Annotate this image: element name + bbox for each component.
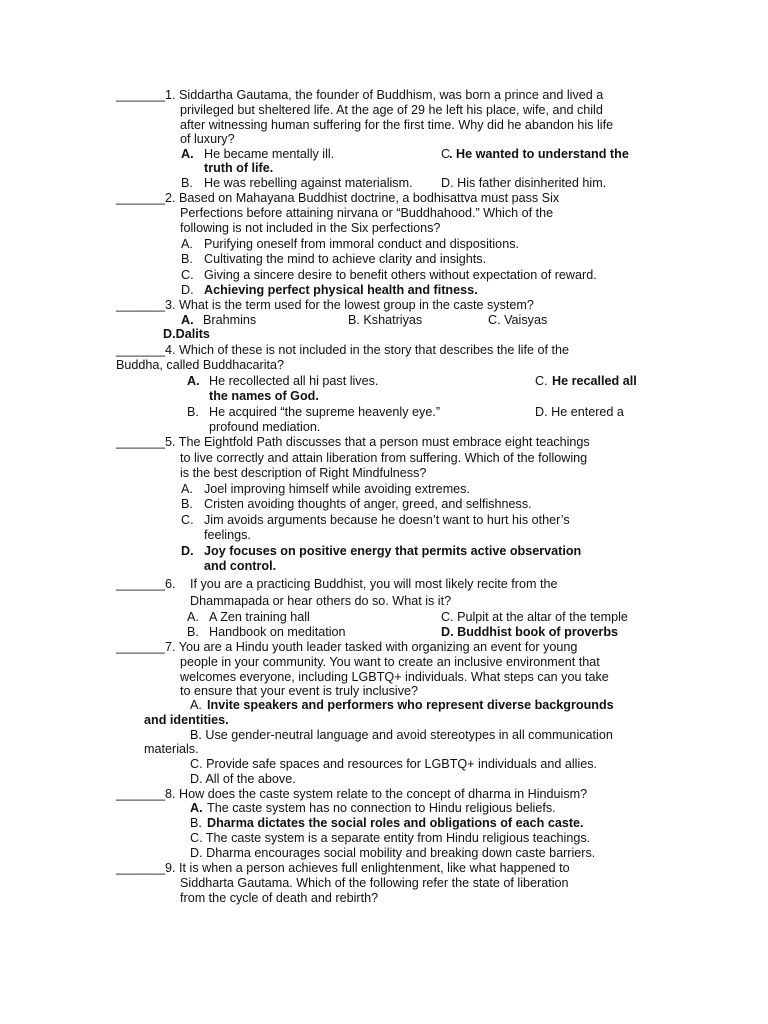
q5-stem-line-1: _______5. The Eightfold Path discusses that a person must embrace eight teachings: [116, 435, 590, 449]
q3-option-c: C. Vaisyas: [488, 313, 548, 327]
q1-option-a: He became mentally ill.: [204, 147, 335, 161]
q5-option-b-letter: B.: [181, 497, 193, 511]
q5-option-c: Jim avoids arguments because he doesn’t want to hurt his other’s: [204, 513, 570, 527]
q6-number: _______6.: [116, 577, 176, 591]
q9-stem-line-2: Siddharta Gautama. Which of the following refer the state of liberation: [180, 876, 569, 890]
q4-option-c-letter: C.: [535, 374, 548, 388]
q1-option-a-letter: A.: [181, 147, 194, 161]
q5-option-b: Cristen avoiding thoughts of anger, greed, and selfishness.: [204, 497, 532, 511]
q3-option-a: Brahmins: [203, 313, 257, 327]
q4-option-c-cont: the names of God.: [209, 389, 319, 403]
q5-stem-line-2: to live correctly and attain liberation from suffering. Which of the following: [180, 451, 588, 465]
q8-option-a-letter: A.: [190, 801, 203, 815]
q6-stem-line-1: If you are a practicing Buddhist, you will most likely recite from the: [190, 577, 558, 591]
q6-option-b-letter: B.: [187, 625, 199, 639]
q8-stem: _______8. How does the caste system relate to the concept of dharma in Hinduism?: [116, 787, 588, 801]
q4-option-a: He recollected all hi past lives.: [209, 374, 379, 388]
q7-stem-line-1: _______7. You are a Hindu youth leader tasked with organizing an event for young: [116, 640, 578, 654]
q9-stem-line-3: from the cycle of death and rebirth?: [180, 891, 379, 905]
q1-option-c-cont: truth of life.: [204, 161, 274, 175]
q4-option-d: D. He entered a: [535, 405, 624, 419]
q1-option-d: D. His father disinherited him.: [441, 176, 607, 190]
q5-option-a-letter: A.: [181, 482, 193, 496]
q2-option-a-letter: A.: [181, 237, 193, 251]
q7-stem-line-3: welcomes everyone, including LGBTQ+ individuals. What steps can you take: [180, 670, 609, 684]
q1-stem-line-1: _______1. Siddartha Gautama, the founder of Buddhism, was born a prince and lived a: [116, 88, 604, 102]
q7-stem-line-4: to ensure that your event is truly inclusive?: [180, 684, 419, 698]
q3-option-a-letter: A.: [181, 313, 194, 327]
q8-option-b-letter: B.: [190, 816, 202, 830]
q3-option-b: B. Kshatriyas: [348, 313, 423, 327]
q6-option-a: A Zen training hall: [209, 610, 310, 624]
q4-option-b: He acquired “the supreme heavenly eye.”: [209, 405, 441, 419]
q5-option-d-cont: and control.: [204, 559, 277, 573]
q7-option-b-cont: materials.: [144, 742, 199, 756]
q7-option-a-letter: A.: [190, 698, 202, 712]
q9-stem-line-1: _______9. It is when a person achieves full enlightenment, like what happened to: [116, 861, 570, 875]
q7-stem-line-2: people in your community. You want to create an inclusive environment that: [180, 655, 600, 669]
q1-stem-line-4: of luxury?: [180, 132, 235, 146]
q5-option-d: Joy focuses on positive energy that permits active observation: [204, 544, 582, 558]
q2-option-d-letter: D.: [181, 283, 194, 297]
q8-option-b: Dharma dictates the social roles and obligations of each caste.: [207, 816, 584, 830]
q1-stem-line-3: after witnessing human suffering for the first time. Why did he abandon his life: [180, 118, 614, 132]
q4-stem-line-2: Buddha, called Buddhacarita?: [116, 358, 285, 372]
q8-option-c: C. The caste system is a separate entity from Hindu religious teachings.: [190, 831, 591, 845]
q4-stem-line-1: _______4. Which of these is not included in the story that describes the life of the: [116, 343, 569, 357]
q1-option-c-letter: C: [441, 147, 451, 161]
q5-option-c-cont: feelings.: [204, 528, 251, 542]
q7-option-a-cont: and identities.: [144, 713, 229, 727]
q7-option-a: Invite speakers and performers who represent diverse backgrounds: [207, 698, 614, 712]
q1-option-b-letter: B.: [181, 176, 193, 190]
q2-option-b: Cultivating the mind to achieve clarity and insights.: [204, 252, 487, 266]
q6-option-d: D. Buddhist book of proverbs: [441, 625, 619, 639]
q7-option-b: B. Use gender-neutral language and avoid stereotypes in all communication: [190, 728, 613, 742]
q3-stem: _______3. What is the term used for the lowest group in the caste system?: [116, 298, 534, 312]
q8-option-a: The caste system has no connection to Hindu religious beliefs.: [207, 801, 556, 815]
q1-stem-line-2: privileged but sheltered life. At the age of 29 he left his place, wife, and child: [180, 103, 603, 117]
q2-option-b-letter: B.: [181, 252, 193, 266]
q2-option-c: Giving a sincere desire to benefit others without expectation of reward.: [204, 268, 597, 282]
q7-option-c: C. Provide safe spaces and resources for LGBTQ+ individuals and allies.: [190, 757, 598, 771]
q5-option-a: Joel improving himself while avoiding extremes.: [204, 482, 470, 496]
q2-stem-line-3: following is not included in the Six perfections?: [180, 221, 441, 235]
q4-option-a-letter: A.: [187, 374, 200, 388]
q4-option-d-cont: profound mediation.: [209, 420, 321, 434]
q6-stem-line-2: Dhammapada or hear others do so. What is it?: [190, 594, 452, 608]
q6-option-a-letter: A.: [187, 610, 199, 624]
q2-option-d: Achieving perfect physical health and fitness.: [204, 283, 478, 297]
q6-option-b: Handbook on meditation: [209, 625, 346, 639]
q8-option-d: D. Dharma encourages social mobility and breaking down caste barriers.: [190, 846, 596, 860]
q1-option-c: . He wanted to understand the: [449, 147, 629, 161]
q3-option-d: D.Dalits: [163, 327, 210, 341]
q2-stem-line-2: Perfections before attaining nirvana or “Buddhahood.” Which of the: [180, 206, 554, 220]
q5-option-d-letter: D.: [181, 544, 194, 558]
q7-option-d: D. All of the above.: [190, 772, 296, 786]
q4-option-c: He recalled all: [552, 374, 637, 388]
q2-option-a: Purifying oneself from immoral conduct and dispositions.: [204, 237, 519, 251]
q5-option-c-letter: C.: [181, 513, 194, 527]
q2-stem-line-1: _______2. Based on Mahayana Buddhist doctrine, a bodhisattva must pass Six: [116, 191, 560, 205]
q4-option-b-letter: B.: [187, 405, 199, 419]
q5-stem-line-3: is the best description of Right Mindfulness?: [180, 466, 427, 480]
q1-option-b: He was rebelling against materialism.: [204, 176, 413, 190]
q2-option-c-letter: C.: [181, 268, 194, 282]
q6-option-c: C. Pulpit at the altar of the temple: [441, 610, 628, 624]
